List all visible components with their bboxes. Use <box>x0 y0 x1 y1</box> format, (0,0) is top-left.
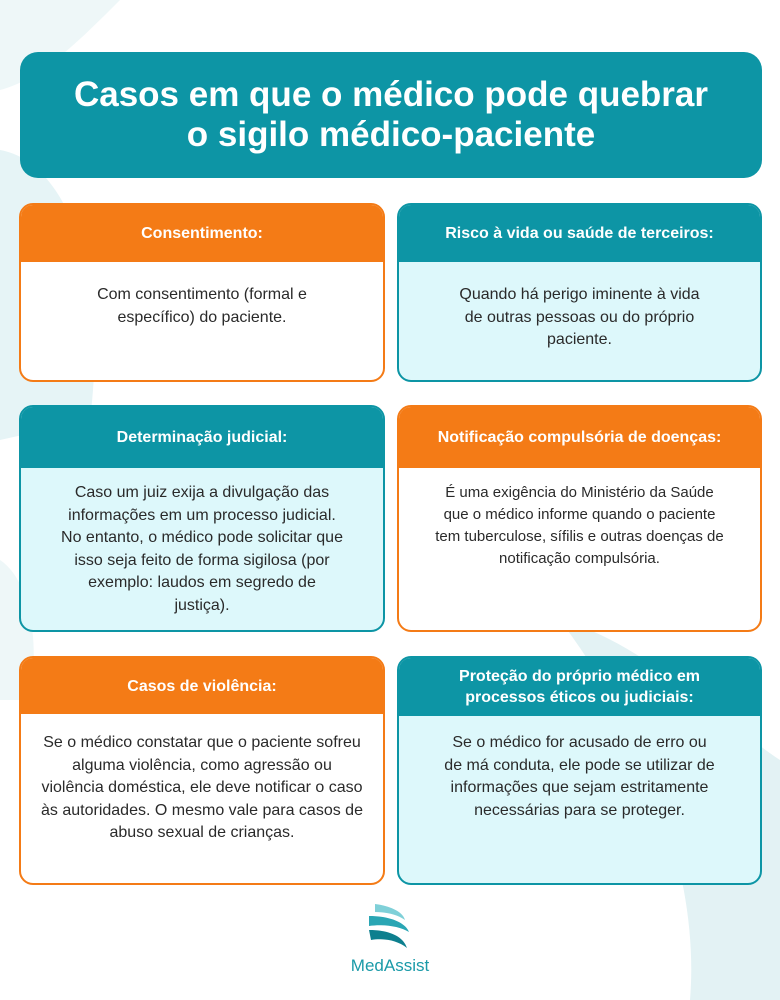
card-consentimento <box>19 203 385 382</box>
card-body: Quando há perigo iminente à vida de outras pessoas ou do próprio paciente. <box>459 286 700 348</box>
medassist-logo <box>345 898 435 988</box>
card-heading: Consentimento: <box>21 205 383 262</box>
card-protecao-medico <box>397 656 762 885</box>
card-body: Caso um juiz exija a divulgação das informações em um processo judicial. No entanto, o médico pode solicitar que isso seja feito de forma sigilosa (por exemplo: laudos em segredo de justiça). <box>61 484 343 614</box>
card-heading: Risco à vida ou saúde de terceiros: <box>399 205 760 262</box>
card-risco-vida <box>397 203 762 382</box>
card-heading: Casos de violência: <box>21 658 383 714</box>
card-heading: Notificação compulsória de doenças: <box>399 407 760 468</box>
title-banner <box>20 52 762 178</box>
card-body: Com consentimento (formal e específico) do paciente. <box>97 286 307 326</box>
card-casos-violencia <box>19 656 385 885</box>
page-title: Casos em que o médico pode quebrar o sigilo médico-paciente <box>73 75 709 154</box>
card-notificacao-compulsoria <box>397 405 762 632</box>
card-heading: Proteção do próprio médico em processos éticos ou judiciais: <box>399 658 760 716</box>
medassist-wave-logo-icon <box>345 898 435 956</box>
logo-text: MedAssist <box>350 956 430 975</box>
card-body: Se o médico constatar que o paciente sofreu alguma violência, como agressão ou violência doméstica, ele deve notificar o caso às autoridades. O mesmo vale para casos de abuso sexual de crianças. <box>41 734 363 841</box>
card-determinacao-judicial <box>19 405 385 632</box>
card-body: Se o médico for acusado de erro ou de má conduta, ele pode se utilizar de informações que sejam estritamente necessárias para se proteger. <box>444 734 715 819</box>
card-body: É uma exigência do Ministério da Saúde que o médico informe quando o paciente tem tuberculose, sífilis e outras doenças de notificação compulsória. <box>435 484 724 567</box>
card-heading: Determinação judicial: <box>21 407 383 468</box>
